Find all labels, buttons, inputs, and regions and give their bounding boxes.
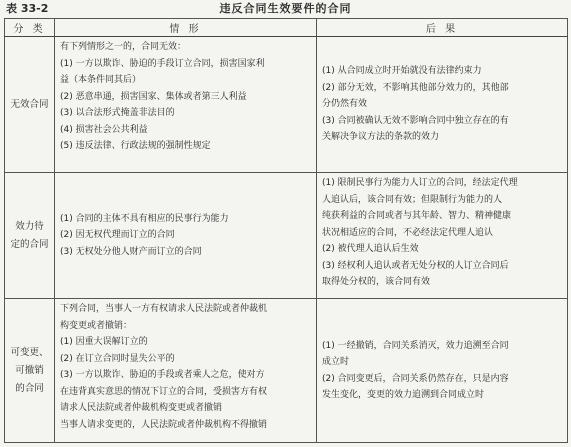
circumstance-line: (1) 一方以欺诈、胁迫的手段订立合同，损害国家利 [60, 58, 265, 69]
circumstance-line: (2) 恶意串通，损害国家、集体或者第三人利益 [60, 91, 247, 102]
circumstance-line: (3) 无权处分他人财产而订立的合同 [60, 246, 202, 257]
circumstance-cell [55, 37, 317, 173]
category-line: 可撤销 [15, 364, 44, 376]
circumstance-line: (3) 一方以欺诈、胁迫的手段或者乘人之危，使对方 [60, 370, 265, 380]
category-line: 可变更、 [10, 346, 49, 358]
circumstance-line: (2) 在订立合同时显失公平的 [60, 353, 175, 364]
contract-validity-table [4, 18, 568, 443]
effect-line: 取得处分权的，该合同有效 [322, 277, 431, 287]
effect-line: (2) 被代理人追认后生效 [322, 244, 419, 254]
circumstance-line: (1) 因重大误解订立的 [60, 337, 148, 347]
effect-line: 纯获利益的合同或者与其年龄、智力、精神健康 [322, 211, 512, 221]
circumstance-line: (4) 损害社会公共利益 [60, 124, 148, 135]
effect-cell [317, 173, 568, 299]
circumstance-line: 当事人请求变更的，人民法院或者仲裁机构不得撤销 [60, 419, 268, 430]
circumstance-line: (3) 以合法形式掩盖非法目的 [60, 108, 175, 118]
circumstance-line: (2) 因无权代理而订立的合同 [60, 230, 175, 241]
table-row [5, 173, 568, 299]
category-line: 的合同 [15, 382, 44, 394]
effect-line: 人追认后，该合同有效；但限制行为能力的人 [322, 194, 503, 205]
effect-line: 分仍然有效 [322, 99, 368, 110]
table-caption [4, 1, 567, 17]
circumstance-line: (5) 违反法律、行政法规的强制性规定 [60, 141, 211, 151]
category-line: 效力待 [15, 220, 44, 232]
table-number: 表 33-2 [6, 2, 49, 15]
effect-line: 发生变化，变更的效力追溯到合同成立时 [322, 390, 485, 400]
circumstance-line: 益（本条件同其后） [60, 75, 142, 85]
table-row [5, 299, 568, 443]
category-line: 定的合同 [10, 238, 49, 250]
effect-line: (3) 合同被确认无效不影响合同中独立存在的有 [322, 115, 509, 126]
header-circumstance: 情 形 [55, 19, 317, 37]
header-row [5, 19, 568, 37]
category-cell [5, 299, 55, 443]
effect-cell [317, 37, 568, 173]
effect-line: (1) 一经撤销，合同关系消灭，效力追溯至合同 [322, 340, 509, 351]
effect-line: (2) 部分无效，不影响其他部分效力的，其他部 [322, 82, 509, 93]
effect-cell [317, 299, 568, 443]
circumstance-cell [55, 299, 317, 443]
effect-line: 关解决争议方法的条款的效力 [322, 132, 440, 143]
category-line: 无效合同 [10, 98, 49, 110]
category-cell [5, 37, 55, 173]
effect-line: (3) 经权利人追认或者无处分权的人订立合同后 [322, 260, 509, 271]
circumstance-line: (1) 合同的主体不具有相应的民事行为能力 [60, 213, 229, 224]
effect-line: (1) 限制民事行为能力人订立的合同，经法定代理 [322, 178, 518, 188]
circumstance-line: 有下列情形之一的，合同无效： [60, 42, 187, 52]
circumstance-cell [55, 173, 317, 299]
table-row [5, 37, 568, 173]
circumstance-line: 构变更或者撤销： [60, 320, 133, 331]
effect-line: (2) 合同变更后，合同关系仍然存在，只是内容 [322, 373, 509, 384]
category-cell [5, 173, 55, 299]
header-category: 分 类 [5, 19, 55, 37]
circumstance-line: 在违背真实意思的情况下订立的合同，受损害方有权 [60, 386, 268, 397]
header-effect: 后 果 [317, 19, 568, 37]
effect-line: 状况相适应的合同，不必经法定代理人追认 [322, 227, 494, 238]
circumstance-line: 下列合同，当事人一方有权请求人民法院或者仲裁机 [60, 304, 268, 314]
effect-line: 成立时 [322, 357, 350, 367]
table-title: 违反合同生效要件的合同 [219, 2, 352, 15]
effect-line: (1) 从合同成立时开始就没有法律约束力 [322, 66, 482, 77]
circumstance-line: 请求人民法院或者仲裁机构变更或者撤销 [60, 403, 223, 413]
